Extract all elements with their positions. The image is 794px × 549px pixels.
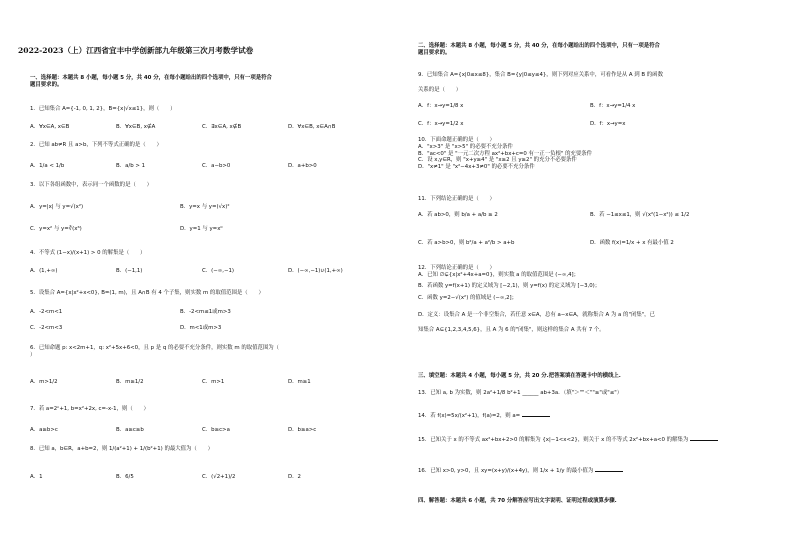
option-d: D．"x≠1" 是 "x²−4x+3≠0" 的必要不充分条件 <box>418 164 535 170</box>
question-stem: 5．设集合 A={x|x²+x<0}, B=(1, m)，且 A∩B 有 4 个子集，则实数 m 的取值范围是（ ） <box>30 290 264 296</box>
option-c: C．b≥c>a <box>202 427 230 433</box>
answer-blank <box>595 467 623 472</box>
question-2 <box>30 142 382 149</box>
option-a: A．若 ab>0，则 b/a + a/b ≥ 2 <box>418 212 498 218</box>
section-3-heading: 三、填空题：本题共 4 小题，每小题 5 分，共 20 分.把答案填在答题卡中的横线上. <box>418 373 621 379</box>
option-b: B．"ac<0" 是 "一元二次方程 ax²+bx+c=0 有一正一负根" 的充要条件 <box>418 150 593 157</box>
option-d: D．∀x∈B, x∈A∩B <box>288 124 336 130</box>
option-c: C．m>1 <box>202 379 225 385</box>
exam-title: 2022-2023（上）江西省宜丰中学创新部九年级第三次月考数学试卷 <box>18 46 254 55</box>
option-d: D．函数 f(x)=1/x + x 有最小值 2 <box>590 240 674 246</box>
question-stem: 1．已知集合 A={-1, 0, 1, 2}，B={x|√x≤1}，则（ ） <box>30 106 176 112</box>
option-c: C．∃x∈A, x∉B <box>202 124 242 130</box>
option-a: A．"x>3" 是 "x>5" 的必要不充分条件 <box>418 143 513 150</box>
option-b: B．若函数 y=f(x+1) 的定义域为 [−2,1)，则 y=f(x) 的定义域为 [−3,0)； <box>418 282 601 289</box>
option-d: D．b≥a>c <box>288 427 317 433</box>
question-14 <box>418 412 770 420</box>
question-12 <box>418 265 770 334</box>
right-column <box>418 0 770 549</box>
option-c: C．-2<m<3 <box>30 325 63 331</box>
question-stem: 12．下列结论正确的是（ ） <box>418 265 495 271</box>
option-a: A．-2<m<1 <box>30 309 63 315</box>
option-a: A．f：x→y=1/8 x <box>418 103 464 109</box>
option-b: B．(−1,1) <box>116 268 143 274</box>
question-stem-cont: 关系的是（ ） <box>418 86 462 93</box>
question-stem: 10．下面命题正确的是（ ） <box>418 137 495 143</box>
option-d: D．m<1或m>3 <box>180 325 222 331</box>
option-c: C．(−∞,−1) <box>202 268 235 274</box>
question-8 <box>30 446 382 453</box>
question-10 <box>418 137 770 171</box>
question-stem: 6．已知命题 p: x<2m+1，q: x²+5x+6<0，且 p 是 q 的必要不充分条件，则实数 m 的取值范围为（ <box>30 345 280 351</box>
question-11 <box>418 196 770 203</box>
option-a: A．已知 ∅⊊{x|x²+4x+a=0}，则实数 a 的取值范围是 (−∞,4]； <box>418 271 580 278</box>
option-d: D．f：x→y=x <box>590 121 626 127</box>
question-5 <box>30 290 382 297</box>
option-b: B．a/b > 1 <box>116 163 146 169</box>
option-a: A．1/a < 1/b <box>30 163 65 169</box>
question-stem: 16．已知 x>0, y>0，且 xy=(x+y)/(x+4y)，则 1/x + 1/y 的最小值为 <box>418 468 594 474</box>
option-d: D．m≥1 <box>288 379 311 385</box>
option-b: B．y=x 与 y=(√x)² <box>180 204 230 210</box>
option-d: D．2 <box>288 474 301 480</box>
option-b: B．∀x∈B, x∉A <box>116 124 156 130</box>
option-b: B．-2<m≤1或m>3 <box>180 309 231 315</box>
question-7 <box>30 406 382 413</box>
question-stem: 11．下列结论正确的是（ ） <box>418 196 495 202</box>
question-3 <box>30 182 382 189</box>
option-c: C．函数 y=2−√(x²) 的值域是 (−∞,2]； <box>418 295 518 302</box>
answer-blank <box>690 436 718 441</box>
option-b: B．6/5 <box>116 474 134 480</box>
question-stem: 8．已知 a，b∈R，a+b=2，则 1/(a²+1) + 1/(b²+1) 的最大值为（ ） <box>30 446 213 452</box>
option-a: A．(1,+∞) <box>30 268 58 274</box>
section-4-heading: 四、解答题：本题共 6 小题，共 70 分解答应写出文字说明、证明过程或演算步骤. <box>418 498 617 504</box>
question-stem: 9．已知集合 A={x|0≤x≤8}，集合 B={y|0≤y≤4}，则下列对应关系中，可看作是从 A 到 B 的函数 <box>418 72 663 78</box>
option-a: A．∀x∈A, x∈B <box>30 124 70 130</box>
question-9 <box>418 72 770 94</box>
question-stem: 2．已知 ab≠R 且 a>b，下列不等式正确的是（ ） <box>30 142 162 148</box>
option-c: C．设 x,y∈R，则 "x+y≥4" 是 "x≥2 且 y≥2" 的充分不必要条件 <box>418 157 577 164</box>
question-4 <box>30 250 382 257</box>
question-stem: 15．已知关于 x 的不等式 ax²+bx+2>0 的解集为 {x|−1<x<2}，则关于 x 的不等式 2x²+bx+a<0 的解集为 <box>418 437 689 443</box>
question-15 <box>418 436 770 444</box>
option-d-cont: 知集合 A⊆{1,2,3,4,5,6}，且 A 为 6 的"闭集"，则这样的集合 A 共有 7 个。 <box>418 326 605 333</box>
question-13: 13．已知 a, b 为实数，则 2a²+1/8 b²+1 ______ ab+3a．（填"＞""＜""≥"或"≤"） <box>418 390 623 396</box>
question-16 <box>418 467 770 475</box>
option-d: D．y=1 与 y=x⁰ <box>180 226 223 232</box>
option-b: B．m≥1/2 <box>116 379 144 385</box>
option-d: D．定义：设集合 A 是一个非空集合，若任意 x∈A，总有 a−x∈A，就称集合 A 为 a 的"闭集"，已 <box>418 312 655 318</box>
question-stem: 4．不等式 (1−x)/(x+1) > 0 的解集是（ ） <box>30 250 146 256</box>
left-column <box>30 0 382 549</box>
option-a: A．m>1/2 <box>30 379 58 385</box>
question-6 <box>30 345 382 359</box>
option-a: A．a≥b>c <box>30 427 58 433</box>
option-c: C．a−b>0 <box>202 163 231 169</box>
option-c: C．(√2+1)/2 <box>202 474 236 480</box>
answer-blank <box>522 412 550 417</box>
option-b: B．a≥c≥b <box>116 427 144 433</box>
option-d: D．(−∞,−1)∪(1,+∞) <box>288 268 343 274</box>
question-stem-cont: ） <box>30 351 36 358</box>
option-d: D．a+b>0 <box>288 163 317 169</box>
question-1 <box>30 106 382 113</box>
question-stem: 3．以下各组函数中，表示同一个函数的是（ ） <box>30 182 153 188</box>
option-c: C．f：x→y=1/2 x <box>418 121 464 127</box>
option-c: C．若 a>b>0，则 b²/a + a²/b > a+b <box>418 240 515 246</box>
question-stem: 14．若 f(x)=5x/(x²+1)，f(a)=2，则 a= <box>418 413 521 419</box>
section-2-heading: 二、选择题：本题共 8 小题，每小题 5 分，共 40 分，在每小题给出的四个选项中，只有一项是符合 题目要求的。 <box>418 43 660 56</box>
option-a: A．y=|x| 与 y=√(x²) <box>30 204 84 210</box>
option-b: B．f：x→y=1/4 x <box>590 103 636 109</box>
option-a: A．1 <box>30 474 43 480</box>
question-stem: 7．若 a=2ⁿ+1, b=x²+2x, c=-x-1，则（ ） <box>30 406 149 412</box>
section-1-heading: 一、选择题：本题共 8 小题，每小题 5 分，共 40 分，在每小题给出的四个选项中，只有一项是符合 题目要求的。 <box>30 75 272 88</box>
option-b: B．若 −1≤x≤1，则 √(x²(1−x²)) ≤ 1/2 <box>590 212 690 218</box>
option-c: C．y=x² 与 y=∛(x⁶) <box>30 226 82 232</box>
